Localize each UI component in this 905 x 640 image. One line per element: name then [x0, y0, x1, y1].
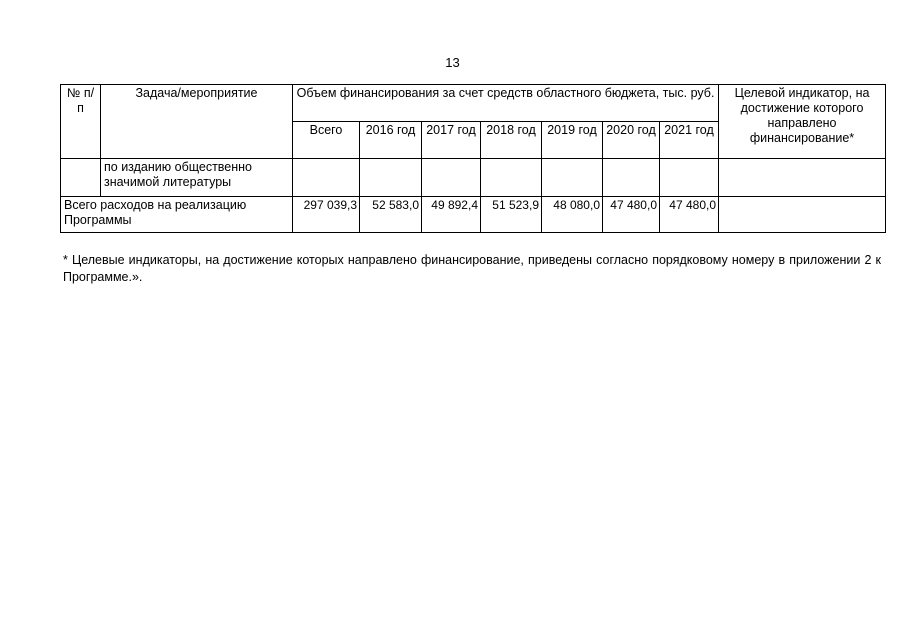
- header-total: Всего: [293, 122, 360, 159]
- total-row: [61, 197, 886, 233]
- header-year-2017: 2017 год: [422, 122, 481, 159]
- funding-table: [60, 84, 886, 233]
- empty-cell: [481, 159, 542, 197]
- total-indicator: [719, 197, 886, 233]
- page-number: 13: [445, 55, 460, 70]
- table-row: [61, 159, 886, 197]
- header-task: Задача/мероприятие: [101, 85, 293, 159]
- header-year-2021: 2021 год: [660, 122, 719, 159]
- total-2021: 47 480,0: [660, 197, 719, 233]
- total-2016: 52 583,0: [360, 197, 422, 233]
- header-year-2016: 2016 год: [360, 122, 422, 159]
- total-2018: 51 523,9: [481, 197, 542, 233]
- empty-cell: [422, 159, 481, 197]
- total-2019: 48 080,0: [542, 197, 603, 233]
- row-num: [61, 159, 101, 197]
- header-year-2020: 2020 год: [603, 122, 660, 159]
- header-year-2019: 2019 год: [542, 122, 603, 159]
- row-task: по изданию общественно значимой литературы: [101, 159, 293, 197]
- empty-cell: [360, 159, 422, 197]
- empty-cell: [660, 159, 719, 197]
- header-target-indicator: Целевой индикатор, на достижение которого направлено финансирование*: [719, 85, 886, 159]
- header-funding-group: Объем финансирования за счет средств областного бюджета, тыс. руб.: [293, 85, 719, 122]
- header-year-2018: 2018 год: [481, 122, 542, 159]
- total-label: Всего расходов на реализацию Программы: [61, 197, 293, 233]
- total-2017: 49 892,4: [422, 197, 481, 233]
- empty-cell: [293, 159, 360, 197]
- total-all-years: 297 039,3: [293, 197, 360, 233]
- footnote: * Целевые индикаторы, на достижение которых направлено финансирование, приведены согласно порядковому номеру в приложении 2 к Программе.».: [63, 253, 881, 284]
- empty-cell: [603, 159, 660, 197]
- empty-cell: [542, 159, 603, 197]
- empty-cell: [719, 159, 886, 197]
- header-num: № п/п: [61, 85, 101, 159]
- total-2020: 47 480,0: [603, 197, 660, 233]
